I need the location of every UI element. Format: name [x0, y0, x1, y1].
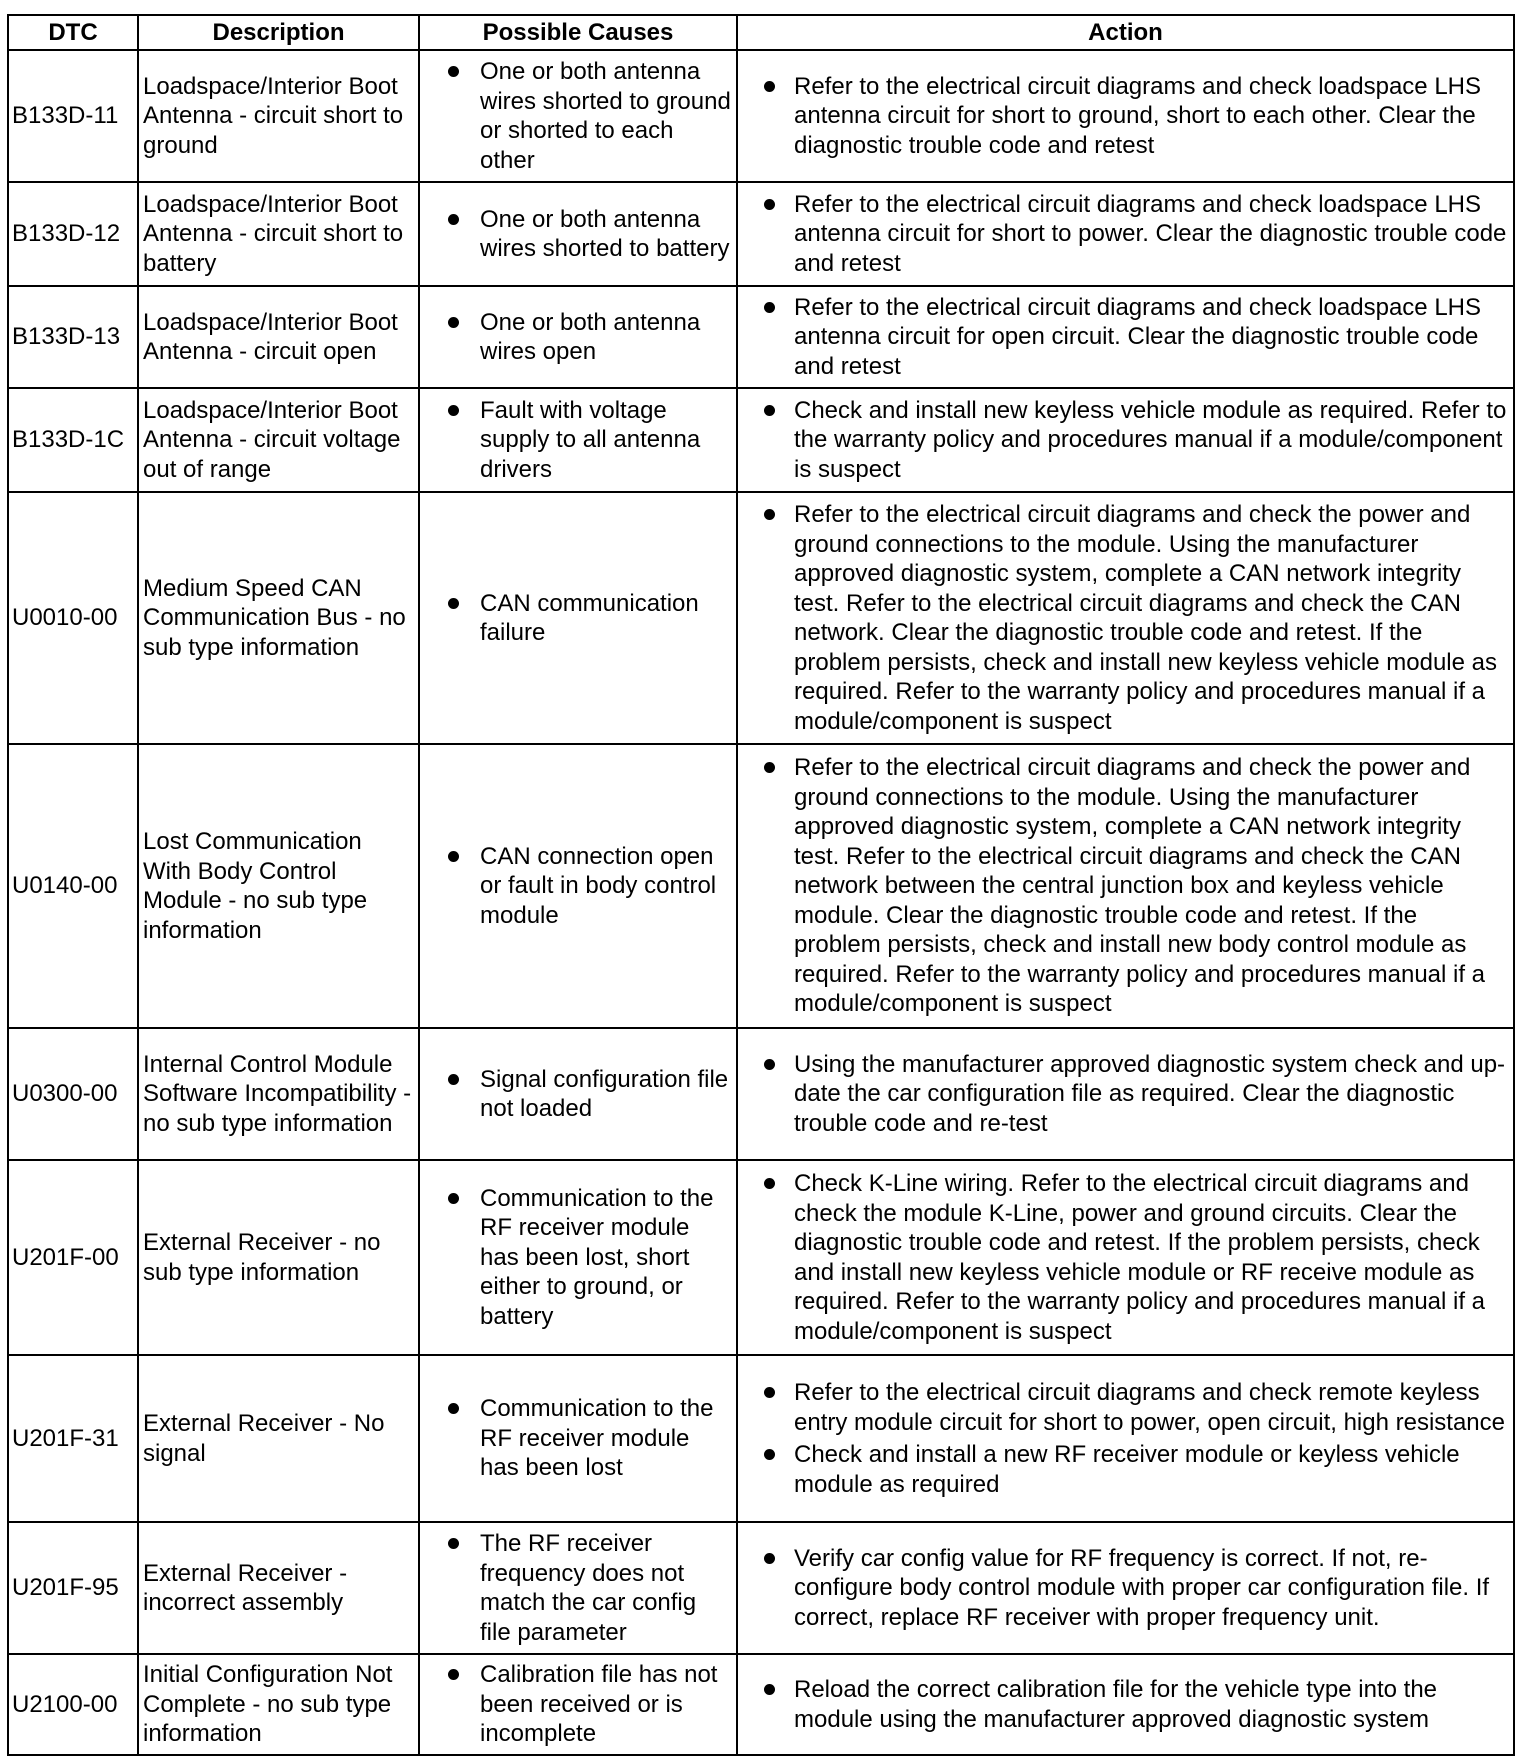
- dtc-code: B133D-13: [8, 286, 138, 388]
- dtc-code: U0140-00: [8, 744, 138, 1028]
- causes-list: [424, 1394, 732, 1483]
- action-item: Refer to the electrical circuit diagrams and check the power and ground connections to the module. Using the manufacturer approved diagnostic system, complete a CAN network integrity test. Refer to the electrical circuit diagrams and check the CAN network between the central junction box and keyless vehicle module. Clear the diagnostic trouble code and retest. If the problem persists, check and install new body control module as required. Refer to the warranty policy and procedures manual if a module/component is suspect: [742, 753, 1509, 1019]
- table-row: [8, 286, 1514, 388]
- dtc-description: Loadspace/Interior Boot Antenna - circuit short to ground: [138, 50, 419, 182]
- action-item: Check and install a new RF receiver module or keyless vehicle module as required: [742, 1440, 1509, 1499]
- causes-list: [424, 589, 732, 648]
- table-row: [8, 1355, 1514, 1522]
- causes-list: [424, 1529, 732, 1647]
- action-item: Using the manufacturer approved diagnostic system check and up-date the car configuration file as required. Clear the diagnostic trouble code and re-test: [742, 1050, 1509, 1139]
- action-item: Verify car config value for RF frequency is correct. If not, re-configure body control module with proper car configuration file. If correct, replace RF receiver with proper frequency unit.: [742, 1544, 1509, 1633]
- dtc-code: U201F-00: [8, 1160, 138, 1355]
- possible-causes-cell: [419, 50, 737, 182]
- cause-item: One or both antenna wires open: [424, 308, 732, 367]
- dtc-description: External Receiver - incorrect assembly: [138, 1522, 419, 1654]
- actions-list: [742, 72, 1509, 161]
- actions-list: [742, 1169, 1509, 1346]
- actions-list: [742, 293, 1509, 382]
- table-row: [8, 492, 1514, 744]
- table-row: [8, 1160, 1514, 1355]
- cause-item: Communication to the RF receiver module has been lost: [424, 1394, 732, 1483]
- dtc-code: B133D-1C: [8, 388, 138, 492]
- possible-causes-cell: [419, 492, 737, 744]
- header-action: Action: [737, 15, 1514, 50]
- action-cell: [737, 286, 1514, 388]
- actions-list: [742, 1544, 1509, 1633]
- causes-list: [424, 205, 732, 264]
- table-row: [8, 1654, 1514, 1755]
- actions-list: [742, 1378, 1509, 1499]
- action-item: Refer to the electrical circuit diagrams and check remote keyless entry module circuit for short to power, open circuit, high resistance: [742, 1378, 1509, 1437]
- causes-list: [424, 1660, 732, 1749]
- table-row: [8, 50, 1514, 182]
- table-body: [8, 50, 1514, 1755]
- dtc-description: Initial Configuration Not Complete - no sub type information: [138, 1654, 419, 1755]
- cause-item: Fault with voltage supply to all antenna drivers: [424, 396, 732, 485]
- dtc-code: U201F-95: [8, 1522, 138, 1654]
- causes-list: [424, 1065, 732, 1124]
- action-cell: [737, 1160, 1514, 1355]
- cause-item: Signal configuration file not loaded: [424, 1065, 732, 1124]
- table-row: [8, 1522, 1514, 1654]
- actions-list: [742, 1675, 1509, 1734]
- causes-list: [424, 1184, 732, 1332]
- possible-causes-cell: [419, 1028, 737, 1160]
- cause-item: Calibration file has not been received or is incomplete: [424, 1660, 732, 1749]
- possible-causes-cell: [419, 1522, 737, 1654]
- table-row: [8, 388, 1514, 492]
- possible-causes-cell: [419, 1160, 737, 1355]
- dtc-code: B133D-12: [8, 182, 138, 286]
- action-cell: [737, 1355, 1514, 1522]
- header-description: Description: [138, 15, 419, 50]
- possible-causes-cell: [419, 744, 737, 1028]
- action-item: Check and install new keyless vehicle module as required. Refer to the warranty policy and procedures manual if a module/component is suspect: [742, 396, 1509, 485]
- dtc-description: Medium Speed CAN Communication Bus - no sub type information: [138, 492, 419, 744]
- dtc-table: [7, 14, 1515, 1756]
- cause-item: The RF receiver frequency does not match the car config file parameter: [424, 1529, 732, 1647]
- dtc-code: B133D-11: [8, 50, 138, 182]
- possible-causes-cell: [419, 388, 737, 492]
- dtc-description: Loadspace/Interior Boot Antenna - circuit short to battery: [138, 182, 419, 286]
- action-cell: [737, 182, 1514, 286]
- causes-list: [424, 57, 732, 175]
- action-cell: [737, 1522, 1514, 1654]
- header-dtc: DTC: [8, 15, 138, 50]
- actions-list: [742, 190, 1509, 279]
- action-item: Refer to the electrical circuit diagrams and check loadspace LHS antenna circuit for short to ground, short to each other. Clear the diagnostic trouble code and retest: [742, 72, 1509, 161]
- actions-list: [742, 1050, 1509, 1139]
- possible-causes-cell: [419, 1355, 737, 1522]
- cause-item: One or both antenna wires shorted to ground or shorted to each other: [424, 57, 732, 175]
- dtc-description: External Receiver - No signal: [138, 1355, 419, 1522]
- action-item: Refer to the electrical circuit diagrams and check loadspace LHS antenna circuit for open circuit. Clear the diagnostic trouble code and retest: [742, 293, 1509, 382]
- dtc-description: External Receiver - no sub type information: [138, 1160, 419, 1355]
- action-cell: [737, 744, 1514, 1028]
- causes-list: [424, 396, 732, 485]
- cause-item: CAN communication failure: [424, 589, 732, 648]
- action-cell: [737, 388, 1514, 492]
- dtc-description: Internal Control Module Software Incompatibility - no sub type information: [138, 1028, 419, 1160]
- actions-list: [742, 500, 1509, 736]
- dtc-code: U201F-31: [8, 1355, 138, 1522]
- action-item: Refer to the electrical circuit diagrams and check the power and ground connections to the module. Using the manufacturer approved diagnostic system, complete a CAN network integrity test. Refer to the electrical circuit diagrams and check the CAN network. Clear the diagnostic trouble code and retest. If the problem persists, check and install new keyless vehicle module as required. Refer to the warranty policy and procedures manual if a module/component is suspect: [742, 500, 1509, 736]
- action-cell: [737, 1028, 1514, 1160]
- action-item: Reload the correct calibration file for the vehicle type into the module using the manufacturer approved diagnostic system: [742, 1675, 1509, 1734]
- table-row: [8, 182, 1514, 286]
- table-row: [8, 744, 1514, 1028]
- possible-causes-cell: [419, 286, 737, 388]
- action-cell: [737, 492, 1514, 744]
- action-cell: [737, 1654, 1514, 1755]
- actions-list: [742, 396, 1509, 485]
- dtc-code: U0010-00: [8, 492, 138, 744]
- dtc-description: Lost Communication With Body Control Module - no sub type information: [138, 744, 419, 1028]
- dtc-code: U0300-00: [8, 1028, 138, 1160]
- dtc-description: Loadspace/Interior Boot Antenna - circuit open: [138, 286, 419, 388]
- causes-list: [424, 842, 732, 931]
- action-item: Refer to the electrical circuit diagrams and check loadspace LHS antenna circuit for short to power. Clear the diagnostic trouble code and retest: [742, 190, 1509, 279]
- action-item: Check K-Line wiring. Refer to the electrical circuit diagrams and check the module K-Line, power and ground circuits. Clear the diagnostic trouble code and retest. If the problem persists, check and install new keyless vehicle module or RF receive module as required. Refer to the warranty policy and procedures manual if a module/component is suspect: [742, 1169, 1509, 1346]
- dtc-description: Loadspace/Interior Boot Antenna - circuit voltage out of range: [138, 388, 419, 492]
- actions-list: [742, 753, 1509, 1019]
- dtc-code: U2100-00: [8, 1654, 138, 1755]
- header-possible-causes: Possible Causes: [419, 15, 737, 50]
- cause-item: Communication to the RF receiver module has been lost, short either to ground, or battery: [424, 1184, 732, 1332]
- action-cell: [737, 50, 1514, 182]
- cause-item: CAN connection open or fault in body control module: [424, 842, 732, 931]
- table-header-row: [8, 15, 1514, 50]
- cause-item: One or both antenna wires shorted to battery: [424, 205, 732, 264]
- causes-list: [424, 308, 732, 367]
- possible-causes-cell: [419, 1654, 737, 1755]
- possible-causes-cell: [419, 182, 737, 286]
- table-row: [8, 1028, 1514, 1160]
